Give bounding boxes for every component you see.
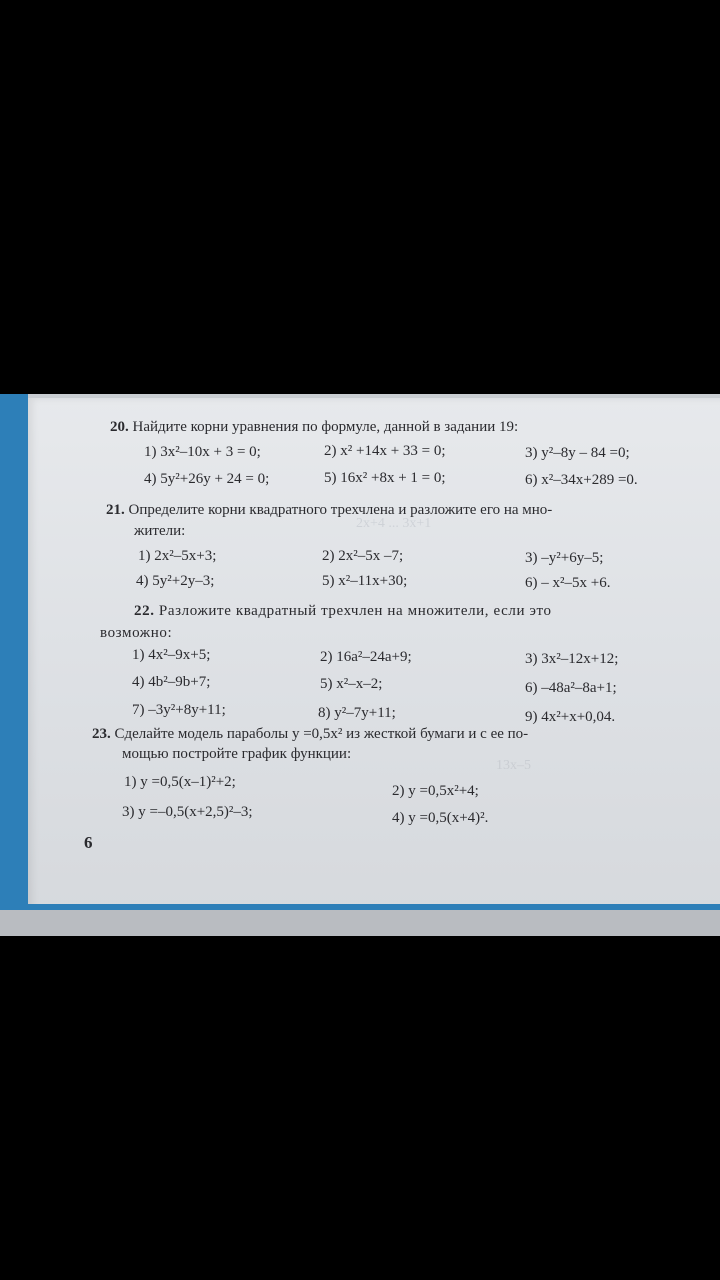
task-21-item: 4) 5y²+2y–3; <box>136 573 215 589</box>
textbook-photo <box>0 394 720 936</box>
task-text-continued: возможно: <box>100 625 173 641</box>
task-20 <box>110 418 518 436</box>
task-22-item: 2) 16a²–24a+9; <box>320 649 412 665</box>
task-22-item: 6) –48a²–8a+1; <box>525 680 617 696</box>
task-text: Определите корни квадратного трехчлена и разложите его на мно- <box>128 502 553 518</box>
task-23-item: 4) y =0,5(x+4)². <box>392 810 489 826</box>
show-through-text: 2x+4 ... 3x+1 <box>356 516 432 531</box>
task-text: Найдите корни уравнения по формуле, данной в задании 19: <box>132 419 519 435</box>
task-22-item: 3) 3x²–12x+12; <box>525 651 619 667</box>
task-22 <box>134 602 552 620</box>
task-text-continued: мощью постройте график функции: <box>122 746 352 762</box>
page-number: 6 <box>84 833 93 852</box>
task-23 <box>92 725 528 743</box>
book-edge <box>0 394 28 936</box>
task-number: 22. <box>134 603 155 619</box>
task-22-item: 1) 4x²–9x+5; <box>132 647 211 663</box>
task-20-item: 2) x² +14x + 33 = 0; <box>324 443 446 459</box>
task-20-item: 6) x²–34x+289 =0. <box>525 472 638 488</box>
task-21-item: 3) –y²+6y–5; <box>525 550 604 566</box>
task-22-item: 7) –3y²+8y+11; <box>132 702 226 718</box>
task-text: Разложите квадратный трехчлен на множители, если это <box>158 603 552 619</box>
task-21-item: 2) 2x²–5x –7; <box>322 548 404 564</box>
task-22-item: 4) 4b²–9b+7; <box>132 674 211 690</box>
task-number: 21. <box>106 502 125 518</box>
task-20-item: 3) y²–8y – 84 =0; <box>525 445 630 461</box>
task-21-item: 5) x²–11x+30; <box>322 573 408 589</box>
task-number: 23. <box>92 726 111 742</box>
show-through-text: 13x–5 <box>496 758 531 773</box>
task-text: Сделайте модель параболы y =0,5x² из жесткой бумаги и с ее по- <box>114 726 529 742</box>
task-23-item: 3) y =–0,5(x+2,5)²–3; <box>122 804 253 820</box>
task-22-item: 5) x²–x–2; <box>320 676 383 692</box>
task-22-item: 9) 4x²+x+0,04. <box>525 709 616 725</box>
task-21 <box>106 501 552 519</box>
task-text-continued: жители: <box>134 523 186 539</box>
task-23-item: 2) y =0,5x²+4; <box>392 783 479 799</box>
task-20-item: 1) 3x²–10x + 3 = 0; <box>144 444 261 460</box>
task-21-item: 6) – x²–5x +6. <box>525 575 611 591</box>
task-21-item: 1) 2x²–5x+3; <box>138 548 217 564</box>
task-23-item: 1) y =0,5(x–1)²+2; <box>124 774 236 790</box>
textbook-page <box>26 398 720 918</box>
task-20-item: 4) 5y²+26y + 24 = 0; <box>144 471 270 487</box>
task-20-item: 5) 16x² +8x + 1 = 0; <box>324 470 446 486</box>
task-number: 20. <box>110 419 129 435</box>
surface <box>0 910 720 936</box>
task-22-item: 8) y²–7y+11; <box>318 705 396 721</box>
